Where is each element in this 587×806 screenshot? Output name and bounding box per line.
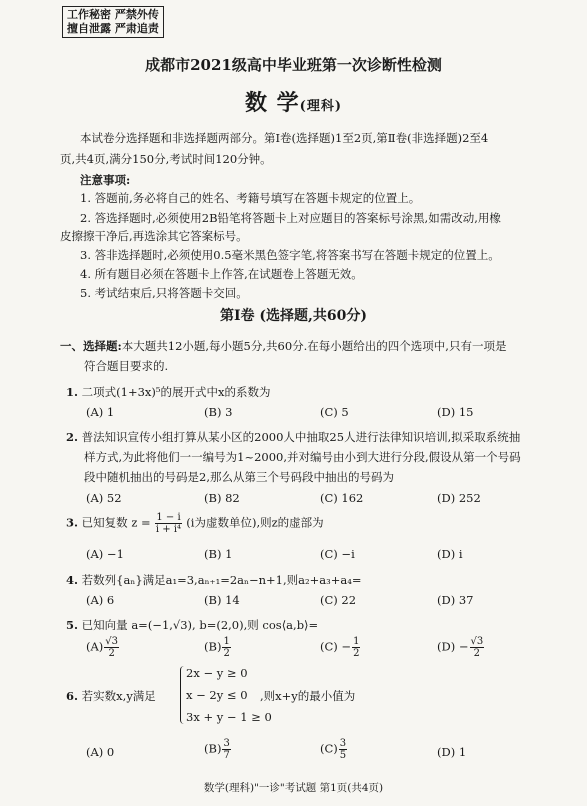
section-text: 本大题共12小题,每小题5分,共60分.在每小题给出的四个选项中,只有一项是 [121,339,507,353]
question-stem: 二项式(1+3x)⁵的展开式中x的系数为 [81,385,271,399]
question-stem-pre: 若实数x,y满足 [81,689,156,703]
exam-title: 成都市2021级高中毕业班第一次诊断性检测 [145,56,442,74]
q5-option-b: (B) $\frac{1}{2}$ [204,636,230,659]
q2-option-d: (D) 252 [437,491,481,505]
q2-option-c: (C) 162 [320,491,364,505]
note-5: 5. 考试结束后,只将答题卡交回。 [80,286,248,300]
note-4: 4. 所有题目必须在答题卡上作答,在试题卷上答题无效。 [80,267,363,281]
subject-title [0,86,587,117]
constraint-2: x − 2y ≤ 0 [186,688,248,702]
subject-track: (理科) [299,99,342,114]
question-3 [66,512,566,535]
note-2a: 2. 答选择题时,必须使用2B铅笔将答题卡上对应题目的答案标号涂黑,如需改动,用橡 [80,211,501,225]
page-footer: 数学(理科)"一诊"考试题 第1页(共4页) [203,782,384,794]
q4-option-b: (B) 14 [204,593,240,607]
q4-option-d: (D) 37 [437,593,474,607]
section-lead: 一、选择题: [60,339,122,353]
section-intro-1 [60,338,560,354]
q4-option-a: (A) 6 [86,593,115,607]
note-3: 3. 答非选择题时,必须使用0.5毫米黑色签字笔,将答案书写在答题卡规定的位置上。 [80,248,500,262]
q6-option-a: (A) 0 [86,745,115,759]
part-one-title: 第Ⅰ卷 (选择题,共60分) [219,308,368,324]
q4-option-c: (C) 22 [320,593,357,607]
question-number: 4. [66,573,79,587]
question-5 [66,617,566,633]
question-2 [66,429,566,445]
q3-option-c: (C) −i [320,547,355,561]
q3-option-a: (A) −1 [86,547,124,561]
question-4 [66,572,566,588]
q2-stem-2: 样方式,为此将他们一一编号为1~2000,并对编号由小到大进行分段,假设从第一个号码 [84,450,521,464]
intro-line-2: 页,共4页,满分150分,考试时间120分钟。 [60,152,272,166]
confidential-stamp [62,6,164,38]
constraint-3: 3x + y − 1 ≥ 0 [186,710,272,724]
notes-heading: 注意事项: [80,173,131,187]
q2-option-b: (B) 82 [204,491,240,505]
q1-option-c: (C) 5 [320,405,349,419]
q6-option-b: (B) $\frac{3}{7}$ [204,738,230,761]
question-number: 5. [66,618,79,632]
section-intro-2: 符合题目要求的. [84,359,169,373]
q6-stem-post: ,则x+y的最小值为 [260,689,356,703]
question-number: 6. [66,689,79,703]
q6-option-c: (C) $\frac{3}{5}$ [320,738,347,761]
fraction: $\frac{1 - i}{\text{i + i⁴}}$ [155,512,182,535]
note-2b: 皮擦擦干净后,再选涂其它答案标号。 [60,229,248,243]
q3-option-d: (D) i [437,547,463,561]
question-number: 3. [66,515,79,530]
q2-stem-3: 段中随机抽出的号码是2,那么从第三个号码段中抽出的号码为 [84,470,394,484]
question-stem: 已知向量 a=(−1,√3), b=(2,0),则 cos⟨a,b⟩= [81,618,319,632]
question-1 [66,384,566,400]
question-stem-pre: 已知复数 z = [81,515,151,530]
q6-option-d: (D) 1 [437,745,467,759]
q3-option-b: (B) 1 [204,547,233,561]
q5-option-d: (D) − $\frac{√3}{2}$ [437,636,484,659]
q2-option-a: (A) 52 [86,491,122,505]
question-6 [66,688,186,704]
q1-option-b: (B) 3 [204,405,233,419]
question-number: 1. [66,385,79,399]
question-stem: 若数列{aₙ}满足a₁=3,aₙ₊₁=2aₙ−n+1,则a₂+a₃+a₄= [81,573,362,587]
stamp-line-1: 工作秘密 严禁外传 [67,8,159,21]
q5-option-a: (A) $\frac{√3}{2}$ [86,636,119,659]
question-stem-1: 普法知识宣传小组打算从某小区的2000人中抽取25人进行法律知识培训,拟采取系统抽 [81,430,521,444]
note-1: 1. 答题前,务必将自己的姓名、考籍号填写在答题卡规定的位置上。 [80,191,421,205]
q1-option-d: (D) 15 [437,405,474,419]
question-stem-post: (i为虚数单位),则z的虚部为 [186,515,324,530]
stamp-line-2: 擅自泄露 严肃追责 [67,22,159,35]
intro-line-1: 本试卷分选择题和非选择题两部分。第Ⅰ卷(选择题)1至2页,第Ⅱ卷(非选择题)2至4 [80,131,489,145]
question-number: 2. [66,430,79,444]
q5-option-c: (C) − $\frac{1}{2}$ [320,636,360,659]
subject-name: 数 学 [245,90,300,116]
q1-option-a: (A) 1 [86,405,115,419]
constraint-1: 2x − y ≥ 0 [186,666,248,680]
